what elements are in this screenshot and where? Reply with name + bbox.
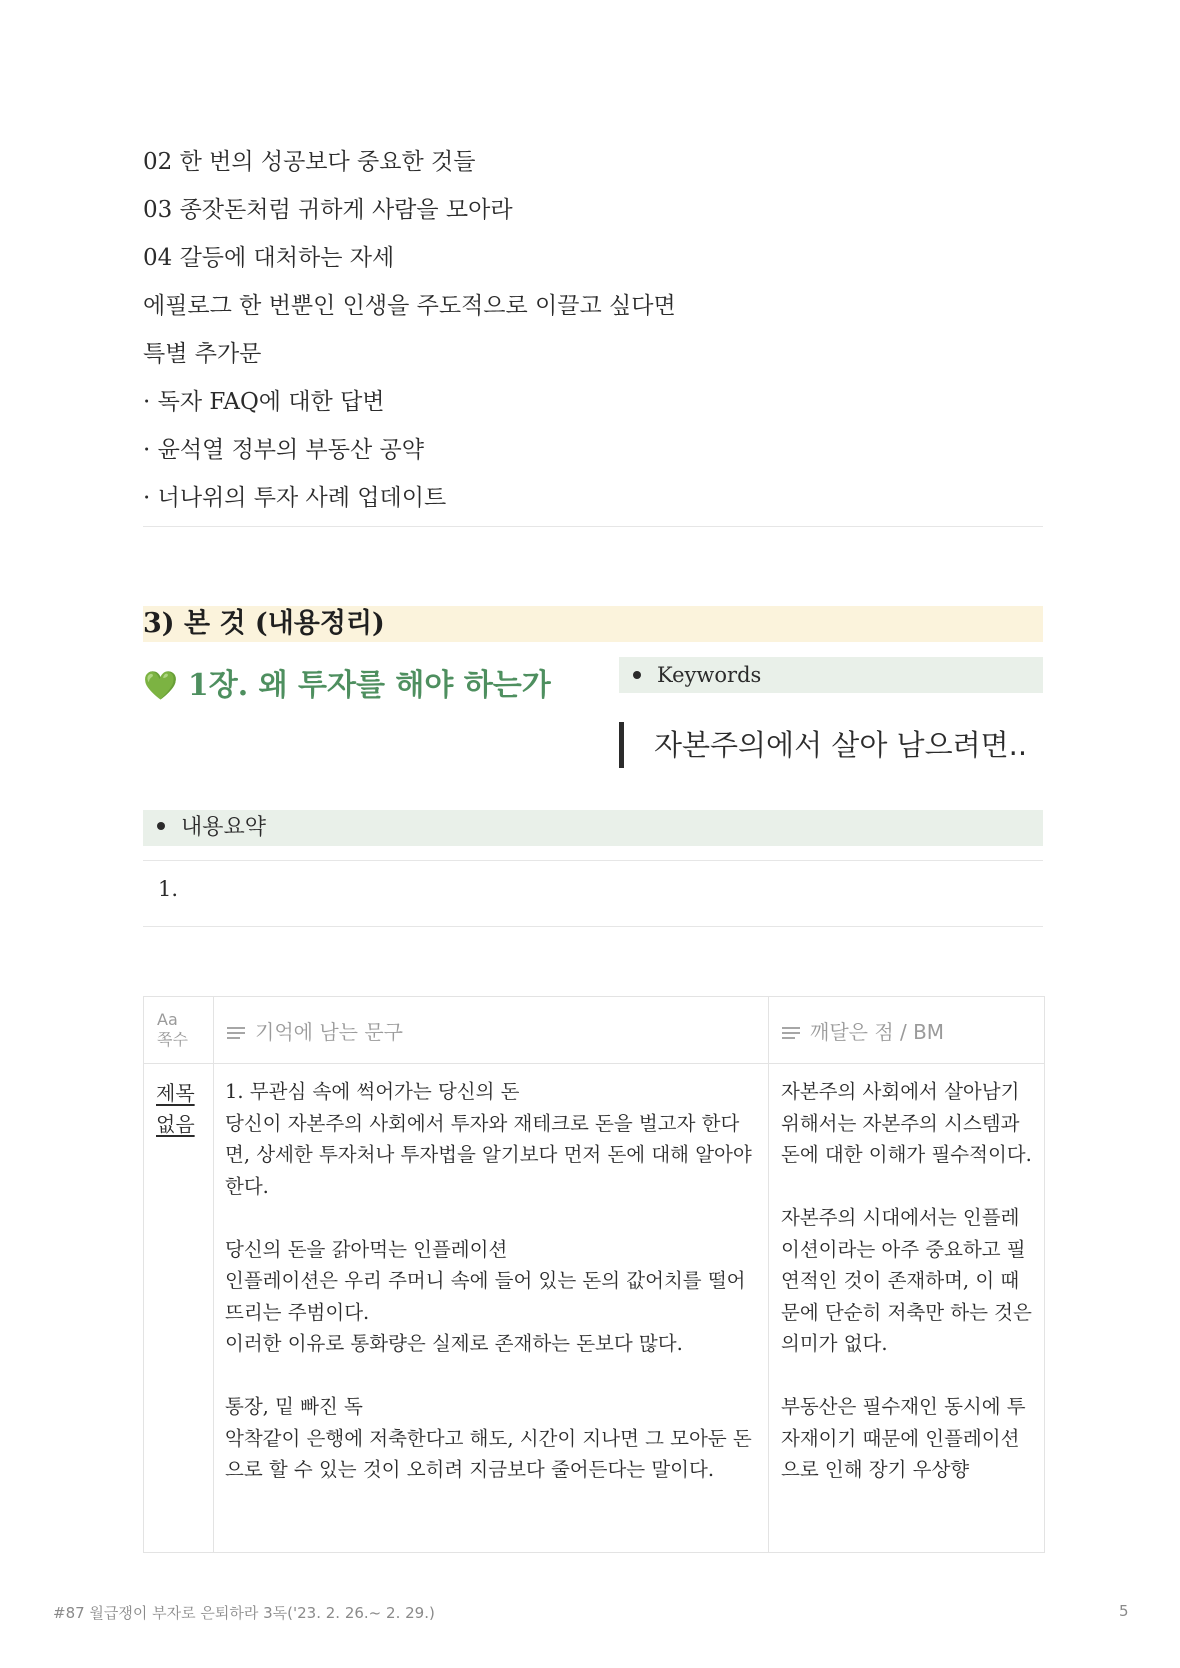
row-title-link[interactable]: 제목 없음 [156, 1081, 195, 1136]
quote-paragraph: 당신의 돈을 갉아먹는 인플레이션 인플레이션은 우리 주머니 속에 들어 있는 돈의 값어치를 떨어뜨리는 주범이다. 이러한 이유로 통화량은 실제로 존재하는 돈보다 많다. [225, 1237, 746, 1355]
insight-paragraph: 부동산은 필수재인 동시에 투자재이기 때문에 인플레이션으로 인해 장기 우상향 [781, 1395, 1026, 1481]
row-quote-cell[interactable] [214, 1064, 769, 1553]
footer-document-title: #87 월급쟁이 부자로 은퇴하라 3독('23. 2. 26.~ 2. 29.) [53, 1604, 435, 1622]
notes-table [143, 996, 1045, 1553]
summary-list-item[interactable]: 1. [158, 877, 179, 901]
keywords-label: Keywords [657, 663, 762, 687]
text-lines-icon [227, 1024, 245, 1042]
table-row [144, 1064, 1045, 1553]
section-heading: 3) 본 것 (내용정리) [143, 606, 1043, 642]
column-header-insight[interactable] [769, 997, 1045, 1064]
column-label: 깨달은 점 / BM [810, 1019, 945, 1044]
column-header-title[interactable] [144, 997, 214, 1064]
green-heart-icon: 💚 [143, 669, 178, 702]
toc-item: 에필로그 한 번뿐인 인생을 주도적으로 이끌고 싶다면 [143, 293, 676, 319]
toc-item: · 독자 FAQ에 대한 답변 [143, 389, 385, 415]
toc-item: · 윤석열 정부의 부동산 공약 [143, 437, 424, 463]
toc-item: 04 갈등에 대처하는 자세 [143, 245, 395, 271]
keywords-toggle[interactable] [619, 657, 1043, 693]
column-label: 쪽수 [157, 1030, 188, 1049]
page-number: 5 [1119, 1602, 1129, 1620]
table-of-contents [143, 138, 1043, 522]
summary-toggle[interactable] [143, 810, 1043, 846]
divider [143, 860, 1043, 861]
keyword-quote: 자본주의에서 살아 남으려면.. [619, 722, 1027, 768]
bullet-icon [633, 671, 641, 679]
column-label: 기억에 남는 문구 [255, 1019, 403, 1044]
insight-paragraph: 자본주의 사회에서 살아남기 위해서는 자본주의 시스템과 돈에 대한 이해가 필수적이다. [781, 1080, 1032, 1166]
text-lines-icon [782, 1024, 800, 1042]
divider [143, 526, 1043, 527]
summary-label: 내용요약 [181, 815, 267, 840]
quote-paragraph: 1. 무관심 속에 썩어가는 당신의 돈 당신이 자본주의 사회에서 투자와 재테크로 돈을 벌고자 한다면, 상세한 투자처나 투자법을 알기보다 먼저 돈에 대해 알아야 한다. [225, 1080, 752, 1198]
toc-item: 02 한 번의 성공보다 중요한 것들 [143, 149, 476, 175]
toc-item: 특별 추가문 [143, 341, 262, 367]
insight-paragraph: 자본주의 시대에서는 인플레이션이라는 아주 중요하고 필연적인 것이 존재하며, 이 때문에 단순히 저축만 하는 것은 의미가 없다. [781, 1206, 1032, 1355]
text-type-icon: Aa [157, 1010, 178, 1029]
table-header-row [144, 997, 1045, 1064]
divider [143, 926, 1043, 927]
toc-item: · 너나위의 투자 사례 업데이트 [143, 485, 447, 511]
bullet-icon [157, 822, 165, 830]
row-title-cell [144, 1064, 214, 1553]
row-insight-cell[interactable] [769, 1064, 1045, 1553]
chapter-heading [143, 664, 551, 708]
toc-item: 03 종잣돈처럼 귀하게 사람을 모아라 [143, 197, 513, 223]
column-header-quote[interactable] [214, 997, 769, 1064]
chapter-title: 1장. 왜 투자를 해야 하는가 [187, 668, 551, 703]
quote-paragraph: 통장, 밑 빠진 독 악착같이 은행에 저축한다고 해도, 시간이 지나면 그 모아둔 돈으로 할 수 있는 것이 오히려 지금보다 줄어든다는 말이다. [225, 1395, 752, 1481]
